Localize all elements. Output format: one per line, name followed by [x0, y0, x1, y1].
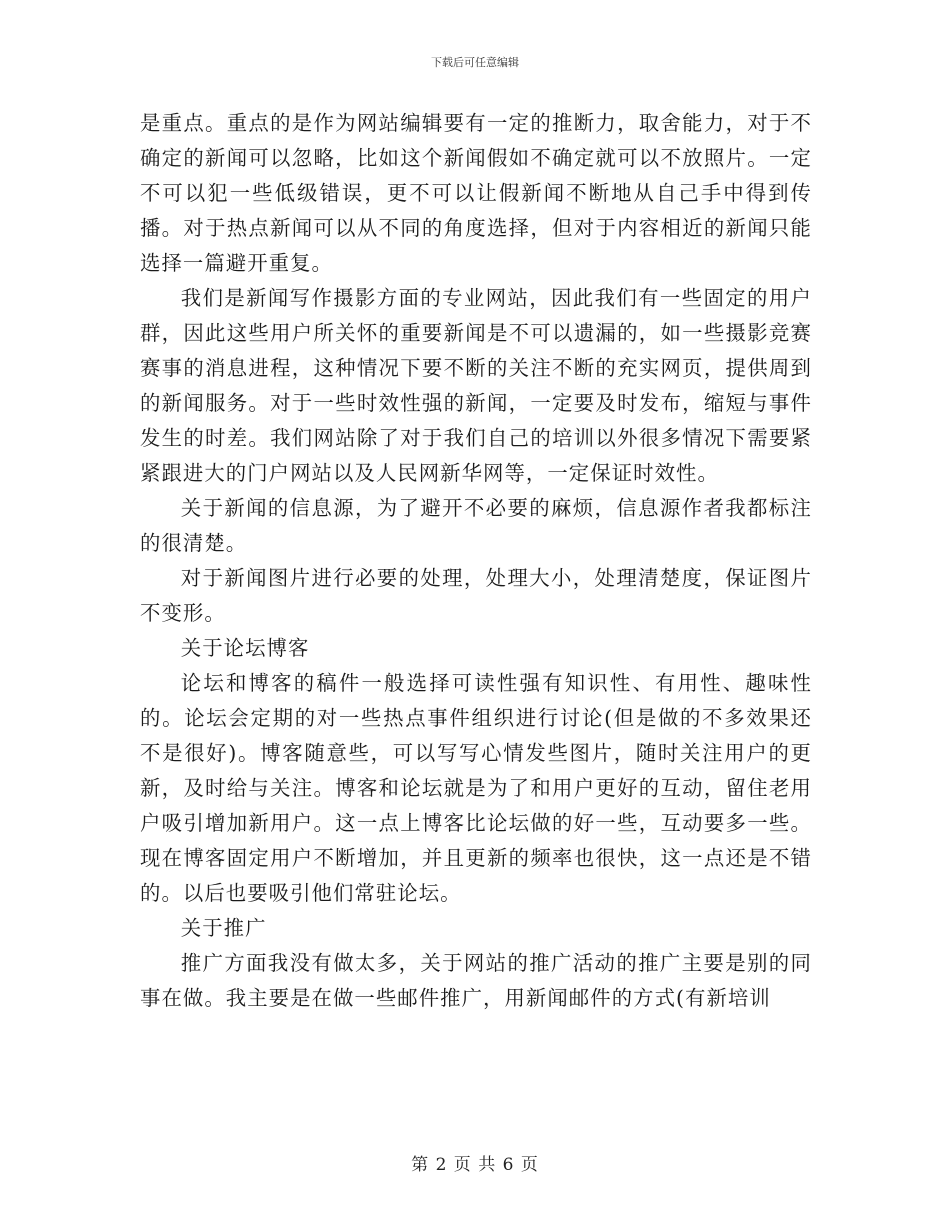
- paragraph-image-processing: 对于新闻图片进行必要的处理，处理大小，处理清楚度，保证图片不变形。: [140, 566, 812, 625]
- page-header: 下载后可任意编辑: [431, 56, 519, 69]
- paragraph-info-source: 关于新闻的信息源，为了避开不必要的麻烦，信息源作者我都标注的很清楚。: [140, 496, 812, 555]
- page-number-footer: 第 2 页 共 6 页: [411, 1155, 539, 1175]
- paragraph-promotion: 推广方面我没有做太多，关于网站的推广活动的推广主要是别的同事在做。我主要是在做一些邮件推广，用新闻邮件的方式(有新培训: [140, 951, 812, 1010]
- section-heading-forum-blog: 关于论坛博客: [180, 636, 310, 660]
- section-heading-promotion: 关于推广: [180, 916, 267, 940]
- paragraph-forum-blog: 论坛和博客的稿件一般选择可读性强有知识性、有用性、趣味性的。论坛会定期的对一些热点事件组织进行讨论(但是做的不多效果还不是很好)。博客随意些，可以写写心情发些图片，随时关注用户的更新，及时给与关注。博客和论坛就是为了和用户更好的互动，留住老用户吸引增加新用户。这一点上博客比论坛做的好一些，互动要多一些。现在博客固定用户不断增加，并且更新的频率也很快，这一点还是不错的。以后也要吸引他们常驻论坛。: [140, 671, 812, 905]
- paragraph-continuation: 是重点。重点的是作为网站编辑要有一定的推断力，取舍能力，对于不确定的新闻可以忽略，比如这个新闻假如不确定就可以不放照片。一定不可以犯一些低级错误，更不可以让假新闻不断地从自己手中得到传播。对于热点新闻可以从不同的角度选择，但对于内容相近的新闻只能选择一篇避开重复。: [140, 111, 812, 275]
- paragraph-user-groups: 我们是新闻写作摄影方面的专业网站，因此我们有一些固定的用户群，因此这些用户所关怀的重要新闻是不可以遗漏的，如一些摄影竞赛赛事的消息进程，这种情况下要不断的关注不断的充实网页，提供周到的新闻服务。对于一些时效性强的新闻，一定要及时发布，缩短与事件发生的时差。我们网站除了对于我们自己的培训以外很多情况下需要紧紧跟进大的门户网站以及人民网新华网等，一定保证时效性。: [140, 286, 812, 485]
- document-body: [140, 106, 812, 1016]
